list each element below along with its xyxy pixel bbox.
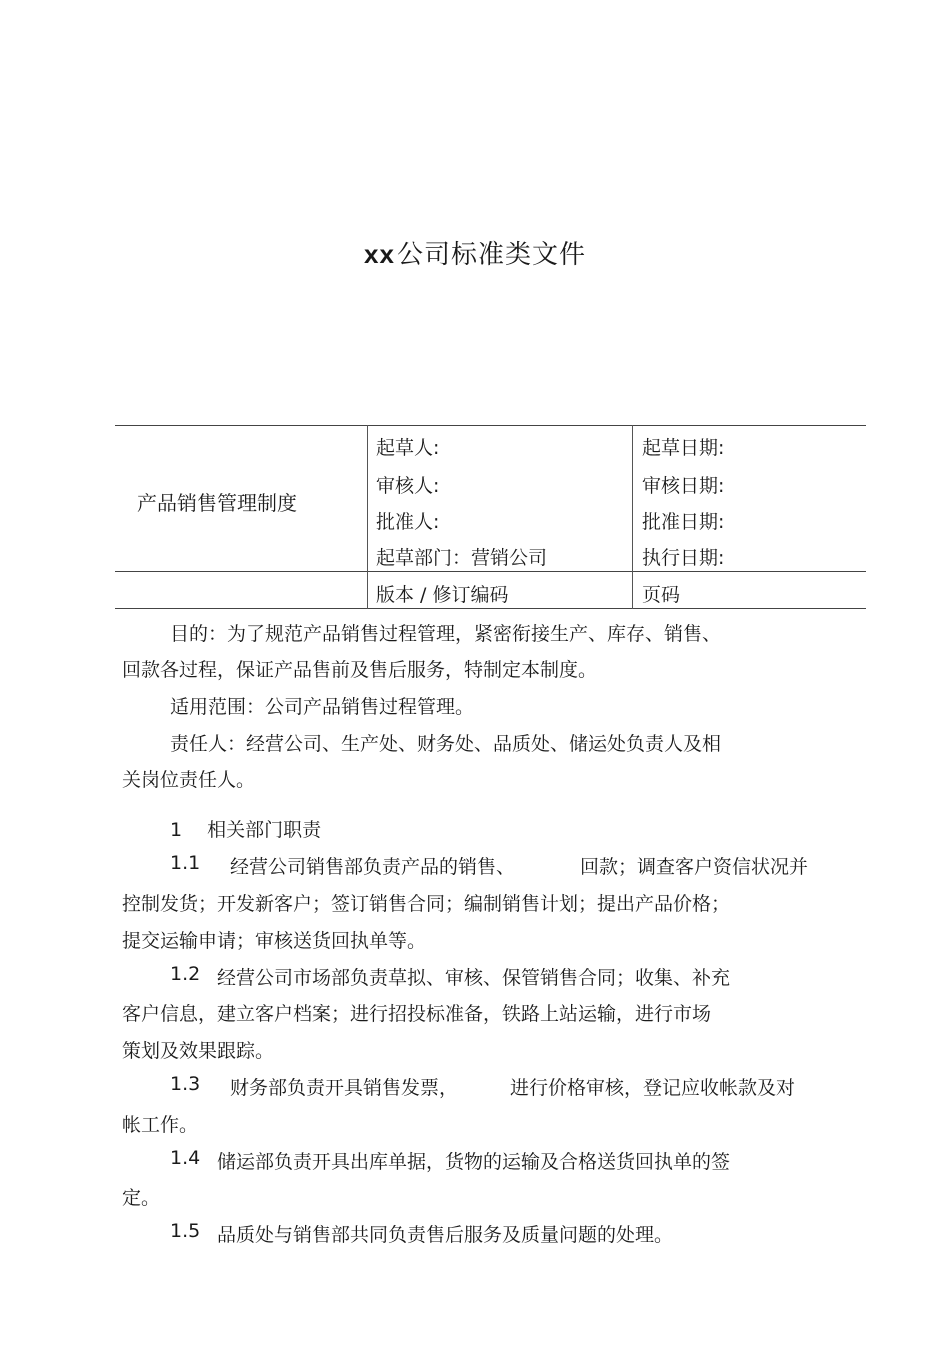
responsible-line-1: 责任人：经营公司、生产处、财务处、品质处、储运处负责人及相 <box>170 733 722 755</box>
s1-5-line-1: 品质处与销售部共同负责售后服务及质量问题的处理。 <box>217 1224 674 1246</box>
table-top-rule <box>115 425 866 426</box>
title-prefix: xx <box>364 239 395 269</box>
title-main: 公司标准类文件 <box>396 240 586 270</box>
document-title <box>0 234 950 271</box>
s1-3-text-b: 进行价格审核，登记应收帐款及对 <box>510 1077 796 1099</box>
reviewer-field: 审核人: <box>376 475 440 497</box>
s1-4-line-2: 定。 <box>122 1187 161 1209</box>
purpose-line-1: 目的：为了规范产品销售过程管理，紧密衔接生产、库存、销售、 <box>170 623 722 645</box>
section-1-heading: 1 相关部门职责 <box>170 819 322 841</box>
table-divider-right <box>632 425 633 609</box>
drafting-dept-field: 起草部门：营销公司 <box>376 547 548 569</box>
table-divider-left <box>367 425 368 609</box>
s1-1-line-3: 提交运输申请；审核送货回执单等。 <box>122 930 427 952</box>
s1-5-number: 1.5 <box>170 1220 201 1242</box>
s1-3-line-2: 帐工作。 <box>122 1114 199 1136</box>
s1-1-text-b: 回款；调查客户资信状况并 <box>580 856 809 878</box>
s1-2-line-1: 经营公司市场部负责草拟、审核、保管销售合同；收集、补充 <box>217 967 731 989</box>
s1-2-line-3: 策划及效果跟踪。 <box>122 1040 275 1062</box>
s1-2-number: 1.2 <box>170 963 201 985</box>
s1-2-line-2: 客户信息，建立客户档案；进行招投标准备，铁路上站运输，进行市场 <box>122 1003 712 1025</box>
table-bottom-rule <box>115 608 866 609</box>
page-label: 页码 <box>642 584 681 606</box>
scope-line: 适用范围：公司产品销售过程管理。 <box>170 696 475 718</box>
review-date-field: 审核日期: <box>642 475 725 497</box>
table-middle-rule <box>115 571 866 572</box>
approver-field: 批准人: <box>376 511 440 533</box>
s1-1-line-2: 控制发货；开发新客户；签订销售合同；编制销售计划；提出产品价格； <box>122 893 731 915</box>
responsible-line-2: 关岗位责任人。 <box>122 769 256 791</box>
s1-1-number: 1.1 <box>170 852 201 874</box>
s1-3-text-a: 财务部负责开具销售发票， <box>230 1077 459 1099</box>
s1-4-number: 1.4 <box>170 1147 201 1169</box>
drafter-field: 起草人: <box>376 437 440 459</box>
s1-1-text-a: 经营公司销售部负责产品的销售、 <box>230 856 516 878</box>
version-label: 版本 / 修订编码 <box>376 584 509 606</box>
exec-date-field: 执行日期: <box>642 547 725 569</box>
purpose-line-2: 回款各过程，保证产品售前及售后服务，特制定本制度。 <box>122 659 598 681</box>
s1-3-number: 1.3 <box>170 1073 201 1095</box>
approve-date-field: 批准日期: <box>642 511 725 533</box>
s1-4-line-1: 储运部负责开具出库单据，货物的运输及合格送货回执单的签 <box>217 1151 731 1173</box>
draft-date-field: 起草日期: <box>642 437 725 459</box>
doc-name: 产品销售管理制度 <box>137 491 297 515</box>
